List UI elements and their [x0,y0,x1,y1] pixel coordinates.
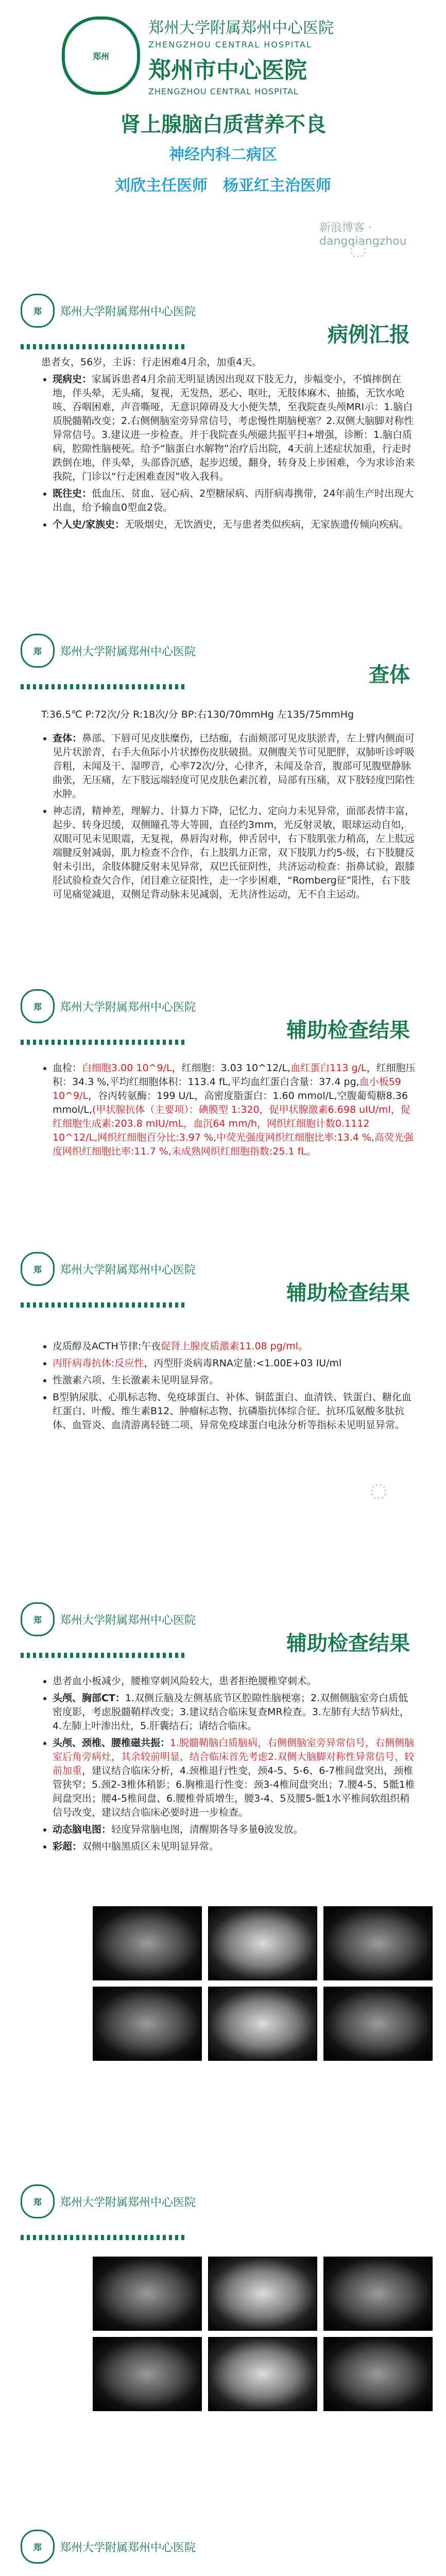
section-title: 查体 [369,663,410,687]
label: 头颅、颈椎、腰椎磁共振： [53,1737,170,1749]
lab-text: 。 [298,1341,308,1352]
mri-image [93,1906,202,1980]
article-header [0,0,446,289]
lab-text: 性激素六项、生长激素未见明显异常。 [53,1375,219,1386]
hospital-logo-row [62,14,391,97]
abnormal-value: 血红蛋白113 g/L [290,1062,367,1074]
mini-hospital-name: 郑州大学附属郑州中心医院 [60,1614,196,1627]
imaging-results [41,1674,417,1857]
lab-text: 皮质醇及ACTH节律:午夜 [53,1341,161,1352]
hospital-seal-icon [62,16,140,95]
divider [21,344,185,349]
lab-text: ，谷丙转氨酶：199 U/L，高密度脂蛋白：1.60 mmol/L,空腹葡萄糖8.36 mmol/L, [53,1090,408,1115]
exam-text [41,732,417,905]
department: 神经内科二病区 [169,146,277,164]
mini-seal-icon: 郑 [21,1252,55,1286]
divider [21,2235,185,2240]
mini-hospital-name: 郑州大学附属郑州中心医院 [60,2196,196,2209]
abnormal-value: 血小板59 10^9/L [53,1076,401,1101]
lab-text: ，建议结合临床分析，4.颈椎退行性变，颈4-5、5-6、6-7椎间盘突出，颈椎管狭窄；5.颈2-3椎体稍影；6.胸椎退行性变：颈3-4椎间盘突出；7.腰4-5、5骶1椎间盘突出；腰4-5椎间盘、6.腰椎骨质增生，腰3-4、5及腰5-骶1水平椎间软组织稍信号改变，建议结合临床必要时进一步检查。 [53,1765,415,1818]
hospital-name-block [148,15,334,96]
mri-image [208,1906,317,1980]
logo-divider [0,2179,446,2251]
lab-text: 双侧中脑黑质区未见明显异常。 [82,1841,219,1852]
blood-tests: • 血检：白细胞3.00 10^9/L，红细胞：3.03 10^12/L,血红蛋白113 g/L，红细胞压积：34.3 %,平均红细胞体积：113.4 fL,平均血红蛋白含量：37.4 pg,血小板59 10^9/L，谷丙转氨酶：199 U/L，高密度脂蛋白：1.60 mmol/L,空腹葡萄糖8.36 mmol/L,(甲状腺抗体（主要项）：碘膜型 1:320，促甲状腺激素6.698 uIU/ml，促红细胞生成素:203.8 mIU/mL，血沉64 mm/h，网织红细胞计数0.1112 10^12/L,网织红细胞百分比:3.97 %,中荧光强度网织红细胞比率:13.4 %,高荧光强度网织红细胞比率:11.7 %,未成熟网织红细胞指数:25.1 fL。 [41,1061,417,1162]
lab-text: 患者血小板减少，腰椎穿刺风险较大，患者拒绝腰椎穿刺术。 [53,1675,317,1687]
lab-text: 1.双侧丘脑及左侧基底节区腔隙性脑梗塞；2.双侧侧脑室旁白质低密度影，考虑脱髓鞘样改变；3.建议结合临床复查MR检查。3.左肺有大结节病灶，4.左肺上叶渗出灶，5.肝囊结石；请结合临床。 [53,1692,409,1732]
mini-seal-icon: 郑 [21,2184,55,2218]
logo-divider [0,2524,446,2576]
section-title: 辅助检查结果 [286,1281,410,1305]
mini-seal-icon: 郑 [21,634,55,668]
history-present: 家属诉患者4月余前无明显诱因出现双下肢无力，步幅变小，不慎摔倒在地，伴头晕，无头痛，复视，无发热，恶心、呕吐，无肢体麻木、抽搐，无饮水呛咳、吞咽困难，声音嘶哑，无意识障碍及大小便失禁，至我院查头颅MRI示：1.脑白质脱髓鞘改变；2.右侧侧脑室旁异常信号，考虑慢性期脑梗塞？2.双侧大脑脚对称性异常信号。3.建议进一步检查。并于我院查头颅磁共振平扫+增强，诊断：1.脑白质病，腔隙性脑梗死。给予“脑蛋白水解物”治疗后出院，4天前上述症状加重，行走时跌倒在地，伴头晕，头部昏沉感，起步迟缓，翻身，转身及上步困难，今为求诊治来我院，门诊以“行走困难查因”收入我科。 [53,374,415,482]
label: 头颅、胸部CT： [53,1692,125,1704]
mri-image [323,2337,433,2411]
section-exam-header [0,629,446,701]
hospital-name-en: ZHENGZHOU CENTRAL HOSPITAL [148,87,299,96]
divider [21,1040,185,1045]
section-aux1-header [0,984,446,1056]
page-title: 肾上腺脑白质营养不良 [120,113,326,137]
abnormal-value: (甲状腺抗体（主要项）：碘膜型 1:320，促甲状腺激素6.698 uIU/ml，促红细胞生成素:203.8 mIU/mL，血沉64 mm/h，网织红细胞计数0.1112 10^12/L,网织红细胞百分比:3.97 %,中荧光强度网织红细胞比率:13.4 %,高荧光强度网织红细胞比率:11.7 %,未成熟网织红细胞指数:25.1 fL。 [53,1104,414,1157]
mri-image [208,1987,317,2061]
mri-image [208,2337,317,2411]
mri-grid-2 [93,2257,433,2411]
abnormal-value: 白细胞3.00 10^9/L [82,1062,172,1074]
mri-image [93,2257,202,2331]
lab-text: 轻度异常脑电图，清醒期各导多量θ波发放。 [111,1824,303,1835]
history-intro: 患者女，56岁，主诉：行走困难4月余，加重4天。 [41,357,262,368]
seal-text: 郑州 [92,51,109,61]
label: 彩超： [53,1841,82,1852]
divider [21,1653,185,1658]
university-name-en: ZHENGZHOU CENTRAL HOSPITAL [148,40,312,49]
divider [21,1302,185,1308]
section-history-header [0,289,446,361]
lab-text: 红细胞：3.03 10^12/L, [181,1062,291,1074]
label: 血检： [53,1062,82,1074]
mri-image [323,2257,433,2331]
mri-image [323,1987,433,2061]
hospital-name: 郑州市中心医院 [148,57,307,83]
endocrine-tests [41,1340,417,1435]
abnormal-value: 1.脱髓鞘脑白质脑病，右侧侧脑室旁异常信号，右侧侧脑室后角旁病灶，其余较前明显，结合临床首先考虑2.双侧大脑脚对称性异常信号， [53,1737,415,1762]
section-aux2-header [0,1247,446,1319]
mri-image [323,1906,433,1980]
mini-hospital-name: 郑州大学附属郑州中心医院 [60,305,196,318]
abnormal-value: 较前加重 [53,1751,415,1776]
label: 既往史： [53,488,92,499]
history-past: 低血压、贫血、冠心病、2型糖尿病、丙肝病毒携带，24年前生产时出现大出血，给予输血0型血2袋。 [53,488,414,513]
authors: 刘欣主任医师 杨亚红主治医师 [115,177,331,195]
mri-image [93,1987,202,2061]
history-text [41,355,417,535]
decor-gear-icon [371,1484,386,1499]
exam-neuro: 神志清，精神差，理解力、计算力下降，记忆力、定向力未见异常，面部表情丰富，起步、转身迟缓，双侧瞳孔等大等圆，直径约3mm，光反射灵敏，眼球运动自如，双眼可见未见眼震，无复视，鼻唇沟对称，伸舌居中，右下肢肌张力稍高，左上肢远端腱反射减弱，肌力检查不合作，右上肢肌力正常，双下肢肌力约5-级，右下肢腱反射未引出，余肢体腱反射未见异常，双巴氏征阴性，共济运动检查：指鼻试验，跟膝胫试验检查欠合作，闭目难立征阳性，走一字步困难，“Romberg征”阳性，右下肢可见痛觉减退，双侧足背动脉未见减弱，无共济性运动，无不自主运动。 [53,805,415,900]
mini-seal-icon: 郑 [21,989,55,1023]
label: 查体： [53,733,82,744]
mri-image [93,2337,202,2411]
abnormal-value: 促肾上腺皮质激素11.08 pg/ml [161,1341,298,1352]
decor-gear-icon [350,242,366,258]
watermark: 新浪博客 · dangqiangzhou [319,222,407,248]
section-aux3-header [0,1597,446,1669]
history-personal: 无吸烟史，无饮酒史，无与患者类似疾病，无家族遗传倾向疾病。 [124,519,408,530]
section-title: 辅助检查结果 [286,1632,410,1655]
mri-grid-1 [93,1906,433,2061]
lab-text: B型钠尿肽、心肌标志物、免疫球蛋白、补体、铜蓝蛋白、血清铁、铁蛋白、糖化血红蛋白、叶酸、维生素B12、肿瘤标志物、抗磷脂抗体综合征、抗环瓜氨酸多肽抗体、血管炎、血清游离轻链二项、异常免疫球蛋白电泳分析等指标未见明显异常。 [53,1392,412,1431]
lab-text: ，红细胞压积：34.3 %,平均红细胞体积：113.4 fL,平均血红蛋白含量：37.4 pg, [53,1062,416,1088]
mini-hospital-name: 郑州大学附属郑州中心医院 [60,1263,196,1277]
decor-gear-icon [391,824,407,840]
mini-seal-icon: 郑 [21,1602,55,1636]
mini-hospital-name: 郑州大学附属郑州中心医院 [60,2541,196,2554]
label: 现病史： [53,374,92,385]
mini-seal-icon: 郑 [21,2530,55,2564]
abnormal-value: 丙肝病毒抗体:反应性 [53,1358,144,1369]
lab-text: ，丙型肝炎病毒RNA定量:<1.00E+03 IU/ml [144,1358,342,1369]
mini-seal-icon: 郑 [21,294,55,328]
section-title: 病例汇报 [328,323,410,347]
label: 个人史/家族史： [53,519,125,530]
divider [21,684,185,689]
label: 动态脑电图： [53,1824,112,1835]
section-title: 辅助检查结果 [286,1019,410,1042]
mini-hospital-name: 郑州大学附属郑州中心医院 [60,1001,196,1014]
exam-body: 鼻部、下唇可见皮肤糜伤，已结痂，右面颊部可见皮肤淤青，左上臂内侧面可见片状淤青，右手大鱼际小片状擦伤皮肤破损。双侧腹关节可见肥胖，双肺听诊呼吸音粗，未闻及干、湿啰音，心率72次/分，心律齐，未闻及杂音，腹部可见腹壁静脉曲张，无压痛，左下肢远端轻度可见皮肤色素沉着，局部有压痛，双下肢轻度凹陷性水肿。 [53,733,415,800]
university-name: 郑州大学附属郑州中心医院 [148,19,334,37]
mri-image [208,2257,317,2331]
vitals-line: T:36.5℃ P:72次/分 R:18次/分 BP:右130/70mmHg 左135/75mmHg [41,709,354,720]
mini-hospital-name: 郑州大学附属郑州中心医院 [60,645,196,658]
